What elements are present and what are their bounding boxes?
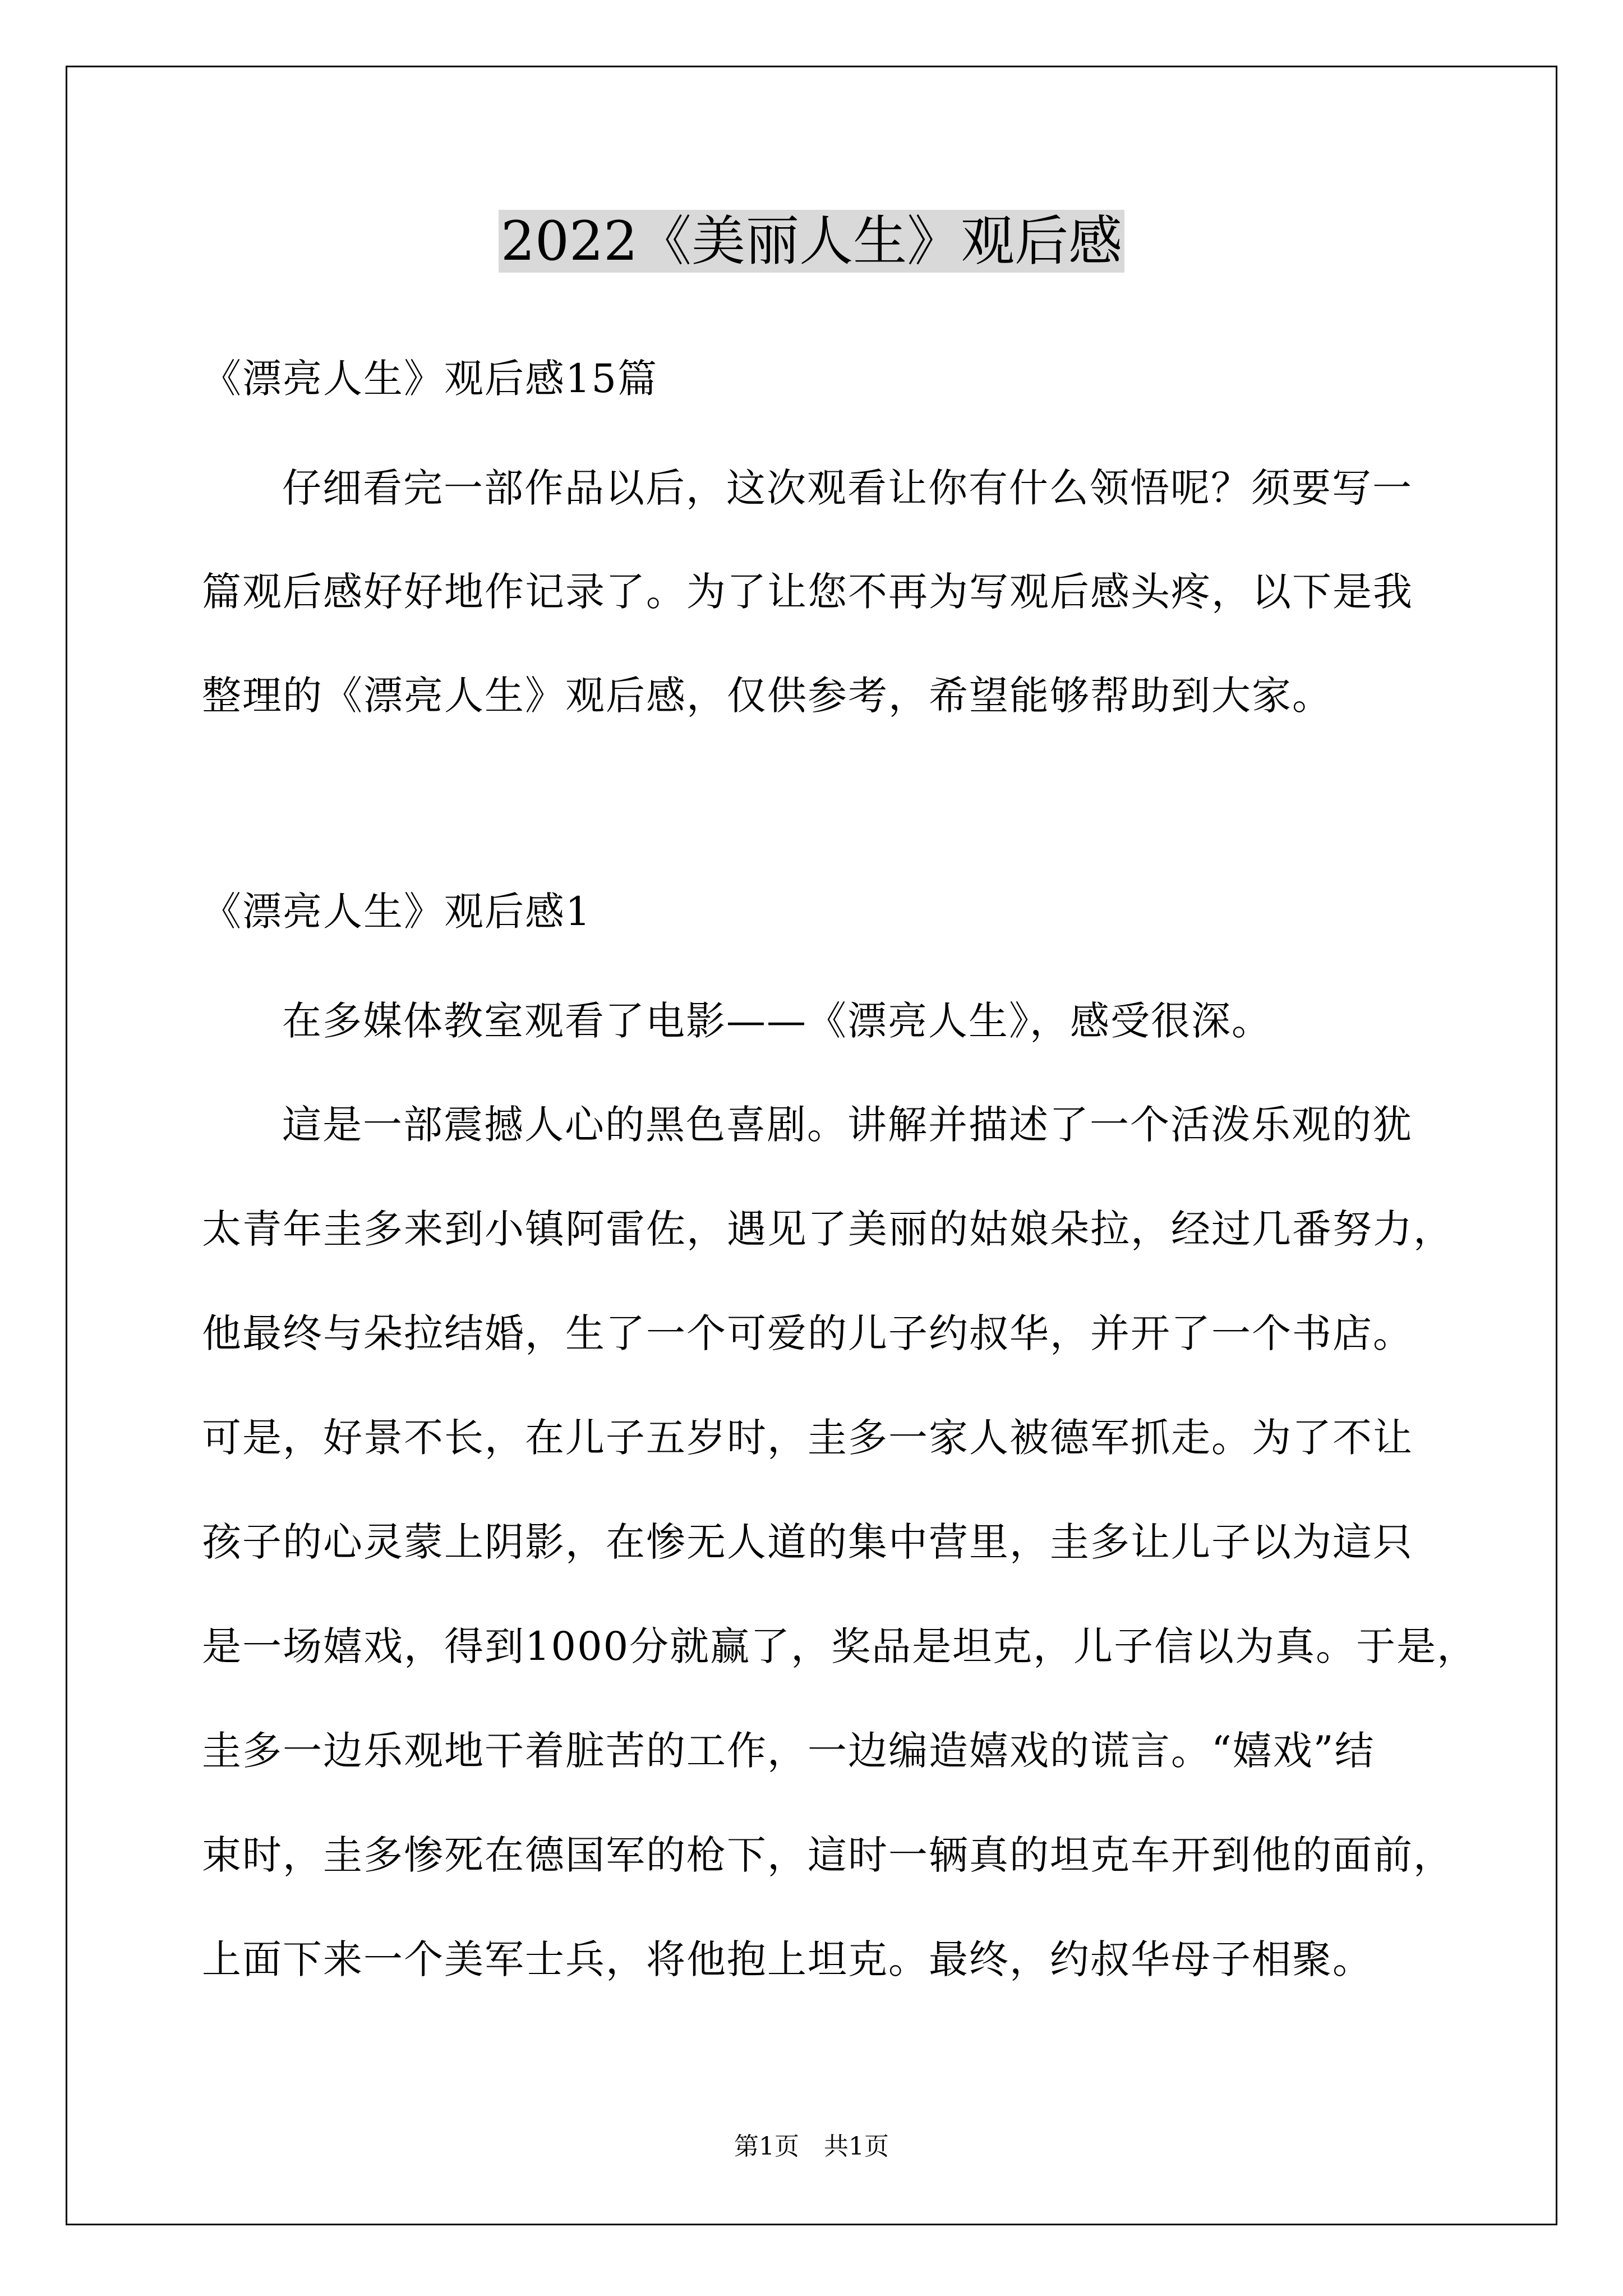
intro-line-1: 仔细看完一部作品以后，这次观看让你有什么领悟呢？须要写一: [282, 465, 1413, 511]
subtitle: 《漂亮人生》观后感15篇: [202, 356, 658, 402]
paragraph-2-line-1: 這是一部震撼人心的黑色喜剧。讲解并描述了一个活泼乐观的犹: [282, 1102, 1413, 1148]
intro-line-3: 整理的《漂亮人生》观后感，仅供参考，希望能够帮助到大家。: [202, 673, 1332, 719]
paragraph-2-line-5: 孩子的心灵蒙上阴影，在惨无人道的集中营里，圭多让儿子以为這只: [202, 1519, 1413, 1565]
page-footer: [0, 2130, 1623, 2164]
section-heading: 《漂亮人生》观后感1: [202, 889, 592, 935]
paragraph-2-line-9: 上面下来一个美军士兵，将他抱上坦克。最终，约叔华母子相聚。: [202, 1936, 1373, 1982]
document-title: [0, 199, 1623, 283]
paragraph-2-line-3: 他最终与朵拉结婚，生了一个可爱的儿子约叔华，并开了一个书店。: [202, 1310, 1413, 1356]
paragraph-1: 在多媒体教室观看了电影——《漂亮人生》，感受很深。: [282, 998, 1272, 1044]
title-text: 2022《美丽人生》观后感: [499, 210, 1124, 273]
intro-line-2: 篇观后感好好地作记录了。为了让您不再为写观后感头疼，以下是我: [202, 569, 1413, 615]
paragraph-2-line-8: 束时，圭多惨死在德国军的枪下，這时一辆真的坦克车开到他的面前，: [202, 1832, 1454, 1878]
page-number-total: 共1页: [824, 2132, 889, 2161]
page-number-current: 第1页: [734, 2132, 799, 2161]
paragraph-2-line-4: 可是，好景不长，在儿子五岁时，圭多一家人被德军抓走。为了不让: [202, 1415, 1413, 1461]
paragraph-2-line-2: 太青年圭多来到小镇阿雷佐，遇见了美丽的姑娘朵拉，经过几番努力，: [202, 1206, 1454, 1252]
paragraph-2-line-7: 圭多一边乐观地干着脏苦的工作，一边编造嬉戏的谎言。“嬉戏”结: [202, 1728, 1375, 1774]
paragraph-2-line-6: 是一场嬉戏，得到1000分就赢了，奖品是坦克，儿子信以为真。于是，: [202, 1623, 1478, 1669]
